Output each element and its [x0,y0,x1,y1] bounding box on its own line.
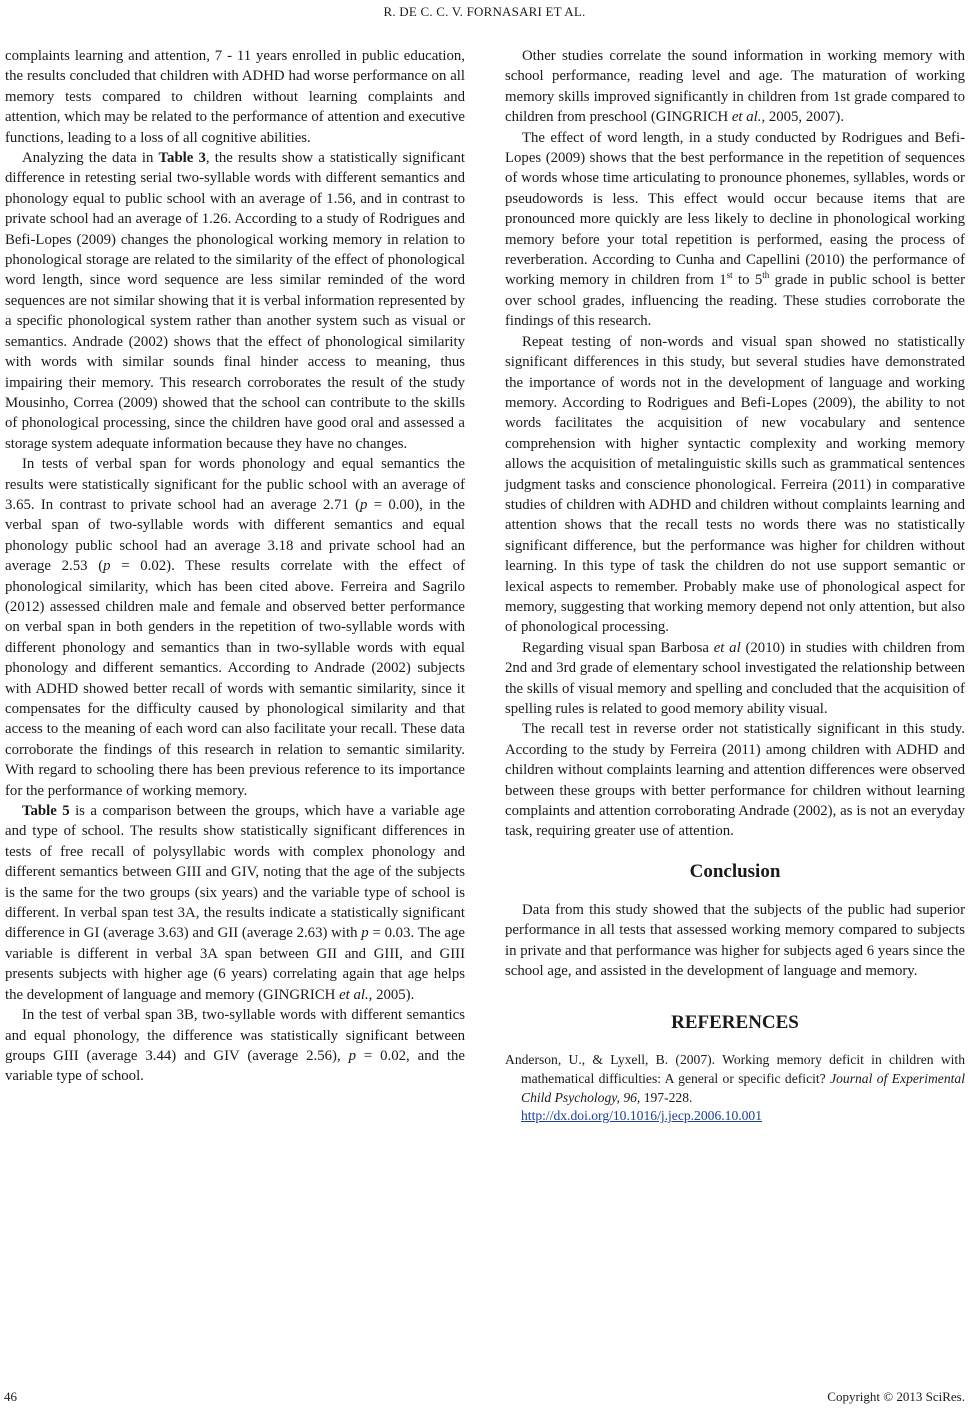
paragraph: Table 5 is a comparison between the groups, which have a variable age and type of school. The results show statistically significant differences in tests of free recall of polysyllabic words with complex phonology and different semantics between GIII and GIV, noting that the age of the subjects is the same for the two groups (six years) and the variable type of school is different. In verbal span test 3A, the results indicate a statistically significant difference in GI (average 3.63) and GII (average 2.63) with p = 0.03. The age variable is different in verbal 3A span between GII and GIII, and GIII presents subjects with higher age (6 years) correlating again that age helps the development of language and memory (GINGRICH et al., 2005). [5,803,465,1003]
paragraph: Other studies correlate the sound information in working memory with school performance, reading level and age. The maturation of working memory skills improved significantly in children from 1st grade compared to children from preschool (GINGRICH et al., 2005, 2007). [505,48,965,126]
references-heading: REFERENCES [671,1012,799,1034]
paragraph: Regarding visual span Barbosa et al (2010) in studies with children from 2nd and 3rd grade of elementary school investigated the relationship between the skills of visual memory and spelling and concluded that the acquisition of spelling rules is related to good memory ability visual. [505,639,966,717]
paragraph: The recall test in reverse order not statistically significant in this study. According to the study by Ferreira (2011) among children with ADHD and children without complaints learning and attention differences were observed between these groups with better performance for children without learning complaints and attention corroborating Andrade (2002), as is not an everyday task, requiring greater use of attention. [505,721,965,840]
doi-link[interactable]: http://dx.doi.org/10.1016/j.jecp.2006.10.001 [521,1108,763,1124]
paragraph: In the test of verbal span 3B, two-syllable words with different semantics and equal phonology, the difference was statistically significant between groups GIII (average 3.44) and GIV (average 2.56), p = 0.02, and the variable type of school. [5,1007,465,1085]
paragraph: Repeat testing of non-words and visual span showed no statistically significant differences in this study, but several studies have demonstrated the importance of words not in the development of language and working memory. According to Rodrigues and Befi-Lopes (2009), the ability to not words facilitates the acquisition of new vocabulary and sentence comprehension with higher syntactic complexity and working memory allows the acquisition of metalinguistic skills such as grammatical sentences judgment tasks and conscience phonological. Ferreira (2011) in comparative studies of children with ADHD and children without complaints learning and attention shows that the recall tests no words there was no statistically significant difference, but the performance was higher for children without learning. In this type of task the children do not use support semantic or lexical aspects to remember. Probably make use of phonological aspect for memory, suggesting that working memory depend not only attention, but also of phonological processing. [505,333,965,636]
page-number: 46 [4,1389,17,1404]
conclusion-heading: Conclusion [689,860,781,882]
paragraph: In tests of verbal span for words phonology and equal semantics the results were statistically significant for the public school with an average of 3.65. In contrast to private school had an average 2.71 (p = 0.00), in the verbal span of two-syllable words with different semantics and equal phonology public school had an average 3.18 and private school had an average 2.53 (p = 0.02). These results correlate with the effect of phonological similarity, which has been cited above. Ferreira and Sagrilo (2012) assessed children male and female and observed better performance on verbal span in both genders in the repetition of two-syllable words with different phonology and semantics than in two-syllable words with equal phonology and different semantics. According to Andrade (2002) subjects with ADHD showed better recall of words with semantic similarity, since it compensates for the difficulty caused by phonological similarity and that access to the meaning of each word can also facilitate your recall. These data corroborate the findings of this research in relation to semantic similarity. With regard to schooling there has been previous reference to its importance for the performance of working memory. [5,456,466,799]
running-header: R. DE C. C. V. FORNASARI ET AL. [383,4,586,19]
reference-entry: Anderson, U., & Lyxell, B. (2007). Working memory deficit in children with mathematical difficulties: A general or specific deficit? Journal of Experimental Child Psychology, 96, 197-228. http://dx.doi.org/10.1016/j.jecp.2006.10.001 [505,1052,965,1124]
table-reference: Table 3 [158,150,206,167]
paragraph: complaints learning and attention, 7 - 11 years enrolled in public education, the results concluded that children with ADHD had worse performance on all memory tests compared to children without learning complaints and attention, which may be related to the performance of attention and executive functions, leading to a loss of all cognitive abilities. [5,48,465,146]
right-column [505,46,965,1126]
left-column [5,46,465,1087]
conclusion-paragraph: Data from this study showed that the subjects of the public had superior performance in all tests that assessed working memory compared to subjects in private and that performance was higher for subjects aged 6 years since the school age, and assisted in the development of language and memory. [505,901,965,980]
paragraph: The effect of word length, in a study conducted by Rodrigues and Befi-Lopes (2009) shows that the best performance in the repetition of sequences of words whose time articulating to pronounce phonemes, syllables, words or pseudowords is less. This effect would occur because items that are pronounced more quickly are less likely to decline in phonological working memory before your total repetition is performed, easing the process of reverberation. According to Cunha and Capellini (2010) the performance of working memory in children from 1st to 5th grade in public school is better over school grades, influencing the reading. These studies corroborate the findings of this research. [505,129,966,330]
copyright: Copyright © 2013 SciRes. [827,1389,965,1404]
paragraph: Analyzing the data in Table 3, the results show a statistically significant difference in retesting serial two-syllable words with different semantics and phonology equal to public school with an average of 1.56, and in contrast to private school had an average of 1.26. According to a study of Rodrigues and Befi-Lopes (2009) changes the phonological working memory in relation to phonological storage are related to the similarity of the effect of phonological word length, since word sequence are less similar reminded of the word sequences are not similar showing that it is verbal information represented by a specific phonological system rather than another system such as visual or semantics. Andrade (2002) shows that the effect of phonological similarity with words with similar sounds final hinder access to meaning, thus impairing their memory. This research corroborates the result of the study Mousinho, Correa (2009) showed that the school can contribute to the skills of phonological processing, since the children have good oral and assessed a storage system adequate information because they have no changes. [5,150,465,452]
table-reference: Table 5 [22,803,70,820]
